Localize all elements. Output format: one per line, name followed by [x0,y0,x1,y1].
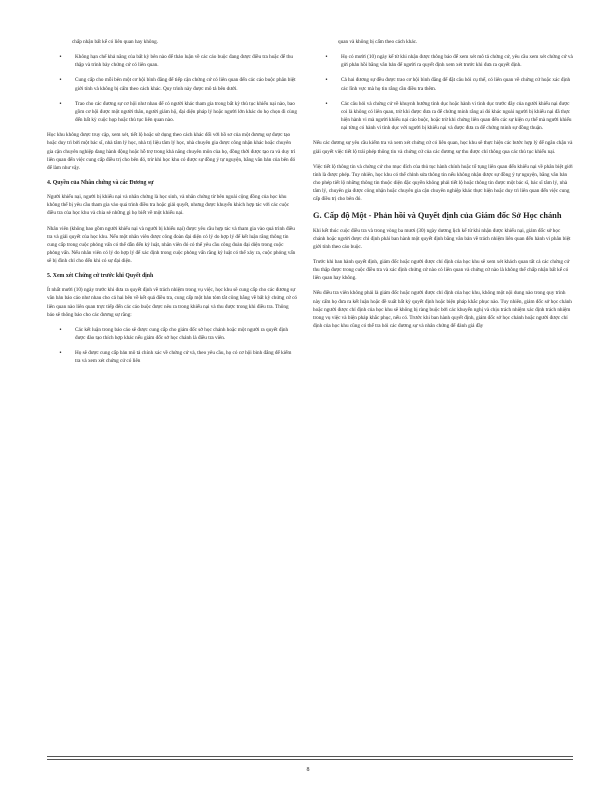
list-item: • Họ sẽ được cung cấp bản mô tả chính xác về chứng cứ và, theo yêu cầu, họ có cơ hội bình đẳng để kiểm tra và xem xét chứng cứ có liên [59,350,292,365]
paragraph: Việc tiết lộ thông tin và chứng cứ cho mục đích của thủ tục hành chính hoặc tố tụng liên quan đến khiếu nại về phân biệt giới tính là được phép. Tuy nhiên, học khu có thể chỉnh sửa thông tin nếu không nhận được sự đồng ý tự nguyện, bằng văn bản cho phép tiết lộ những thông tin thuộc diện đặc quyền không phải tiết lộ hoặc thông tin được một bác sĩ, bác sĩ tâm lý, nhà tâm lý, chuyên gia được công nhận hoặc chuyên gia cận chuyên nghiệp khác thực hiện hoặc duy trì liên quan đến việc cung cấp điều trị cho bên đó. [313,163,573,203]
bullet-icon: • [325,54,328,61]
rights-bullet-list [47,53,297,124]
bullet-icon: • [325,100,328,107]
list-item: • Cung cấp cho mỗi bên một cơ hội bình đẳng để tiếp cận chứng cứ có liên quan đến các cáo buộc phân biệt giới tính và không bị cấm theo cách khác. Quy trình này được mô tả bên dưới. [59,77,296,92]
bullet-icon: • [59,326,62,333]
bullet-icon: • [59,350,62,357]
paragraph: Nhân viên (không bao gồm người khiếu nại và người bị khiếu nại) được yêu cầu hợp tác và tham gia vào quá trình điều tra và giải quyết của học khu. Nếu một nhân viên được công đoàn đại diện có lý do hợp lý để kết luận rằng thông tin cung cấp trong cuộc phỏng vấn có thể dẫn đến kỷ luật, nhân viên đó có thể yêu cầu công đoàn đại diện trong cuộc phỏng vấn. Nếu nhân viên có lý do hợp lý để xác định trong cuộc phỏng vấn rằng kỷ luật có thể xảy ra, cuộc phỏng vấn sẽ bị đình chỉ cho đến khi có sự đại diện. [47,225,296,265]
paragraph: Khi kết thúc cuộc điều tra và trong vòng ba mươi (30) ngày dương lịch kể từ khi nhận được khiếu nại, giám đốc sở học chánh hoặc người được chỉ định phải ban hành một quyết định bằng văn bản về trách nhiệm liên quan đến hành vi phân biệt giới tính theo cáo buộc. [313,227,571,250]
bullet-icon: • [59,54,62,61]
paragraph: Nếu điều tra viên không phải là giám đốc hoặc người được chỉ định của học khu, không một nội dung nào trong quy trình này cấm họ đưa ra kết luận hoặc đề xuất bất kỳ quyết định hoặc biện pháp khắc phục nào. Tuy nhiên, giám đốc sở học chánh hoặc người được chỉ định của học khu sẽ không bị ràng buộc bởi các khuyến nghị và chịu trách nhiệm xác định trách nhiệm trong vụ việc và biện pháp khắc phục, nếu có. Trước khi ban hành quyết định, giám đốc sở học chánh hoặc người được chỉ định của học khu cũng có thể tra hỏi các đương sự và nhân chứng để đánh giá đầy [313,290,572,330]
section-heading: 4. Quyền của Nhân chứng và các Đương sự [47,180,154,187]
paragraph: Học khu không được truy cập, xem xét, tiết lộ hoặc sử dụng theo cách khác đối với hồ sơ của một đương sự được tạo hoặc duy trì bởi một bác sĩ, nhà tâm lý học, nhà trị liệu tâm lý học, nhà chuyên gia được công nhận khác hoặc chuyên gia cận chuyên nghiệp đang hành động hoặc hỗ trợ trong khả năng chuyên môn của họ, đồng thời được tạo ra và duy trì liên quan đến việc cung cấp điều trị cho bên đó, trừ khi học khu có được sự đồng ý tự nguyện, bằng văn bản của bên đó để làm như vậy. [47,132,296,171]
continued-text: quan và không bị cấm theo cách khác. [338,39,418,45]
continued-text: chấp nhận bất kể có liên quan hay không. [72,39,158,45]
paragraph: Trước khi ban hành quyết định, giám đốc hoặc người được chỉ định của học khu sẽ xem xét khách quan tất cả các chứng cứ thu thập được trong cuộc điều tra và xác định chứng cứ nào có liên quan và chứng cứ nào là không thể chấp nhận bất kể có liên quan hay không. [313,258,570,282]
bullet-icon: • [325,77,328,84]
notice-bullet-list [47,326,297,366]
footer-divider [47,759,573,760]
paragraph: Nếu các đương sự yêu cầu kiểm tra và xem xét chứng cứ có liên quan, học khu sẽ thực hiện các bước hợp lý để ngăn chặn và giải quyết việc tiết lộ trái phép thông tin và chứng cứ của các đương sự thu được chỉ thông qua các thủ tục khiếu nại. [313,140,573,155]
list-item: • Trao cho các đương sự cơ hội như nhau để có người khác tham gia trong bất kỳ thủ tục khiếu nại nào, bao gồm cơ hội được một người thân, người giám hộ, đại diện pháp lý hoặc người lớn khác do họ chọn đi cùng đến bất kỳ cuộc họp hoặc thủ tục liên quan nào. [59,100,297,124]
right-column [313,38,573,337]
evidence-bullet-list [313,53,573,132]
left-column [47,38,297,373]
section-heading: 5. Xem xét Chứng cứ trước khi Quyết định [47,273,154,280]
section-heading: G. Cấp độ Một - Phản hồi và Quyết định của Giám đốc Sở Học chánh [313,210,562,220]
bullet-icon: • [59,77,62,84]
paragraph: Người khiếu nại, người bị khiếu nại và nhân chứng là học sinh, và nhân chứng từ bên ngoài cộng đồng của học khu không thể bị yêu cầu tham gia vào quá trình điều tra hoặc giải quyết, nhưng được khuyến khích hợp tác với các cuộc điều tra của học khu và chia sẻ những gì họ biết về một khiếu nại. [47,194,290,217]
list-item: • Các kết luận trong báo cáo sẽ được cung cấp cho giám đốc sở học chánh hoặc một người ra quyết định được đào tạo thích hợp khác nếu giám đốc sở học chánh là điều tra viên. [59,326,289,342]
paragraph: Ít nhất mười (10) ngày trước khi đưa ra quyết định về trách nhiệm trong vụ việc, học khu sẽ cung cấp cho các đương sự văn bản báo cáo như nhau cho cả hai bên về kết quả điều tra, cung cấp một bản tóm tắt công bằng về bất kỳ chứng cứ có liên quan nào liên quan trực tiếp đến các cáo buộc được nêu ra trong khiếu nại và thu được trong khi điều tra. Thông báo sẽ thông báo cho các đương sự rằng: [47,287,298,318]
list-item: • Không hạn chế khả năng của bất kỳ bên nào để thảo luận về các cáo buộc đang được điều tra hoặc để thu thập và trình bày chứng cứ có liên quan. [59,54,294,69]
list-item: • Cả hai đương sự đều được trao cơ hội bình đẳng để đặt câu hỏi cụ thể, có liên quan về chứng cứ hoặc xác định các lĩnh vực mà họ tin rằng cần điều tra thêm. [325,77,571,92]
page-number: 8 [306,767,310,773]
footer-divider [47,756,573,757]
bullet-icon: • [59,100,62,107]
list-item: • Các câu hỏi và chứng cứ về khuynh hướng tình dục hoặc hành vi tình dục trước đây của người khiếu nại được coi là không có liên quan, trừ khi được đưa ra để chứng minh rằng ai đó khác ngoài người bị khiếu nại đã thực hiện hành vi mà người khiếu nại cáo buộc, hoặc trừ khi chứng liên quan đến các sự kiện cụ thể mà người khiếu nại từng có hành vi tình dục với người bị khiếu nại và được đưa ra để chứng minh sự đồng thuận. [325,100,572,132]
list-item: • Họ có mười (10) ngày kể từ khi nhận được thông báo để xem xét mô tả chứng cứ, yêu cầu xem xét chứng cứ và gửi phản hồi bằng văn bản để người ra quyết định xem xét trước khi đưa ra quyết định. [325,54,573,69]
